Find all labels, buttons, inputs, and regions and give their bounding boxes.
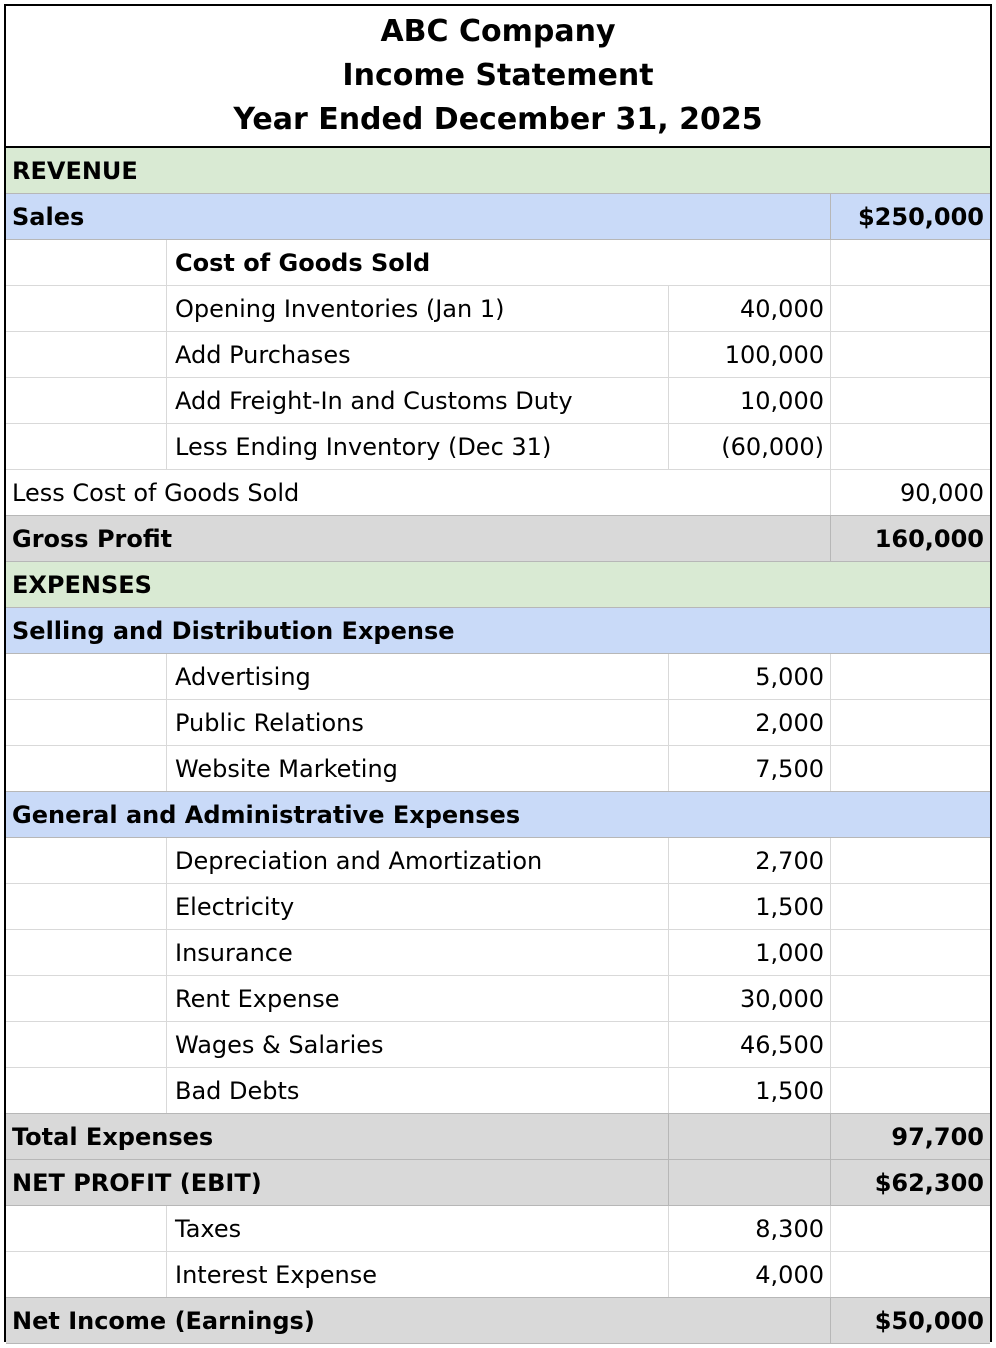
indent-cell[interactable]: [6, 424, 166, 469]
line-item-value[interactable]: 10,000: [668, 378, 830, 423]
total-expenses-label: Total Expenses: [12, 1122, 214, 1151]
empty-cell[interactable]: [830, 286, 990, 331]
revenue-section-row[interactable]: [6, 148, 990, 194]
empty-cell[interactable]: [830, 976, 990, 1021]
less-cogs-label: Less Cost of Goods Sold: [12, 478, 300, 507]
statement-header: [6, 6, 990, 148]
line-item-label: Less Ending Inventory (Dec 31): [166, 424, 668, 469]
line-item-label: Electricity: [166, 884, 668, 929]
indent-cell[interactable]: [6, 746, 166, 791]
line-item-label: Advertising: [166, 654, 668, 699]
empty-cell[interactable]: [830, 1022, 990, 1067]
line-item-value[interactable]: 2,000: [668, 700, 830, 745]
selling-expense-label: Selling and Distribution Expense: [12, 616, 455, 645]
empty-cell[interactable]: [830, 1252, 990, 1297]
indent-cell[interactable]: [6, 1022, 166, 1067]
indent-cell[interactable]: [6, 378, 166, 423]
table-row[interactable]: [6, 884, 990, 930]
line-item-value[interactable]: 40,000: [668, 286, 830, 331]
less-cogs-value[interactable]: 90,000: [830, 470, 990, 515]
table-row[interactable]: [6, 378, 990, 424]
indent-cell[interactable]: [6, 1068, 166, 1113]
sales-row[interactable]: [6, 194, 990, 240]
indent-cell[interactable]: [6, 654, 166, 699]
table-row[interactable]: [6, 838, 990, 884]
company-name: ABC Company: [380, 14, 616, 49]
indent-cell[interactable]: [6, 286, 166, 331]
expenses-section-label: EXPENSES: [12, 570, 152, 599]
indent-cell[interactable]: [6, 240, 166, 285]
table-row[interactable]: [6, 1022, 990, 1068]
net-profit-label: NET PROFIT (EBIT): [12, 1168, 262, 1197]
selling-expense-row[interactable]: [6, 608, 990, 654]
gross-profit-row[interactable]: [6, 516, 990, 562]
total-expenses-value[interactable]: 97,700: [830, 1114, 990, 1159]
table-row[interactable]: [6, 286, 990, 332]
empty-cell[interactable]: [830, 654, 990, 699]
net-income-label: Net Income (Earnings): [12, 1306, 315, 1335]
empty-cell[interactable]: [668, 1160, 830, 1205]
line-item-value[interactable]: (60,000): [668, 424, 830, 469]
cogs-heading-label: Cost of Goods Sold: [166, 240, 830, 285]
table-row[interactable]: [6, 332, 990, 378]
line-item-value[interactable]: 7,500: [668, 746, 830, 791]
line-item-label: Bad Debts: [166, 1068, 668, 1113]
line-item-label: Interest Expense: [166, 1252, 668, 1297]
table-row[interactable]: [6, 1068, 990, 1114]
indent-cell[interactable]: [6, 1252, 166, 1297]
line-item-value[interactable]: 4,000: [668, 1252, 830, 1297]
statement-title: Income Statement: [342, 58, 654, 93]
gross-profit-value[interactable]: 160,000: [830, 516, 990, 561]
cogs-heading-row[interactable]: [6, 240, 990, 286]
indent-cell[interactable]: [6, 884, 166, 929]
line-item-value[interactable]: 8,300: [668, 1206, 830, 1251]
line-item-label: Add Freight-In and Customs Duty: [166, 378, 668, 423]
empty-cell[interactable]: [830, 332, 990, 377]
ga-expense-label: General and Administrative Expenses: [12, 800, 521, 829]
line-item-label: Depreciation and Amortization: [166, 838, 668, 883]
empty-cell[interactable]: [830, 424, 990, 469]
line-item-label: Wages & Salaries: [166, 1022, 668, 1067]
sales-value[interactable]: $250,000: [830, 194, 990, 239]
line-item-label: Add Purchases: [166, 332, 668, 377]
line-item-value[interactable]: 46,500: [668, 1022, 830, 1067]
empty-cell[interactable]: [830, 746, 990, 791]
empty-cell[interactable]: [830, 930, 990, 975]
revenue-section-label: REVENUE: [12, 156, 138, 185]
net-income-value[interactable]: $50,000: [830, 1298, 990, 1343]
total-expenses-row[interactable]: [6, 1114, 990, 1160]
empty-cell[interactable]: [830, 1206, 990, 1251]
indent-cell[interactable]: [6, 1206, 166, 1251]
indent-cell[interactable]: [6, 930, 166, 975]
indent-cell[interactable]: [6, 700, 166, 745]
table-row[interactable]: [6, 700, 990, 746]
table-row[interactable]: [6, 976, 990, 1022]
indent-cell[interactable]: [6, 332, 166, 377]
line-item-label: Rent Expense: [166, 976, 668, 1021]
ga-expense-row[interactable]: [6, 792, 990, 838]
line-item-label: Opening Inventories (Jan 1): [166, 286, 668, 331]
empty-cell[interactable]: [830, 1068, 990, 1113]
empty-cell[interactable]: [830, 240, 990, 285]
empty-cell[interactable]: [830, 700, 990, 745]
line-item-value[interactable]: 5,000: [668, 654, 830, 699]
line-item-label: Website Marketing: [166, 746, 668, 791]
table-row[interactable]: [6, 1206, 990, 1252]
empty-cell[interactable]: [668, 1114, 830, 1159]
line-item-value[interactable]: 2,700: [668, 838, 830, 883]
indent-cell[interactable]: [6, 976, 166, 1021]
line-item-value[interactable]: 30,000: [668, 976, 830, 1021]
line-item-value[interactable]: 1,500: [668, 1068, 830, 1113]
line-item-label: Taxes: [166, 1206, 668, 1251]
net-profit-row[interactable]: [6, 1160, 990, 1206]
empty-cell[interactable]: [830, 378, 990, 423]
table-row[interactable]: [6, 746, 990, 792]
statement-period: Year Ended December 31, 2025: [233, 102, 763, 137]
net-profit-value[interactable]: $62,300: [830, 1160, 990, 1205]
indent-cell[interactable]: [6, 838, 166, 883]
line-item-label: Insurance: [166, 930, 668, 975]
net-income-row[interactable]: [6, 1298, 990, 1344]
line-item-value[interactable]: 1,000: [668, 930, 830, 975]
less-cogs-row[interactable]: [6, 470, 990, 516]
line-item-value[interactable]: 100,000: [668, 332, 830, 377]
line-item-label: Public Relations: [166, 700, 668, 745]
table-row[interactable]: [6, 654, 990, 700]
empty-cell[interactable]: [830, 884, 990, 929]
sales-label: Sales: [12, 202, 85, 231]
gross-profit-label: Gross Profit: [12, 524, 173, 553]
table-row[interactable]: [6, 1252, 990, 1298]
expenses-section-row[interactable]: [6, 562, 990, 608]
income-statement-sheet: [4, 4, 992, 1342]
table-row[interactable]: [6, 930, 990, 976]
empty-cell[interactable]: [830, 838, 990, 883]
table-row[interactable]: [6, 424, 990, 470]
line-item-value[interactable]: 1,500: [668, 884, 830, 929]
